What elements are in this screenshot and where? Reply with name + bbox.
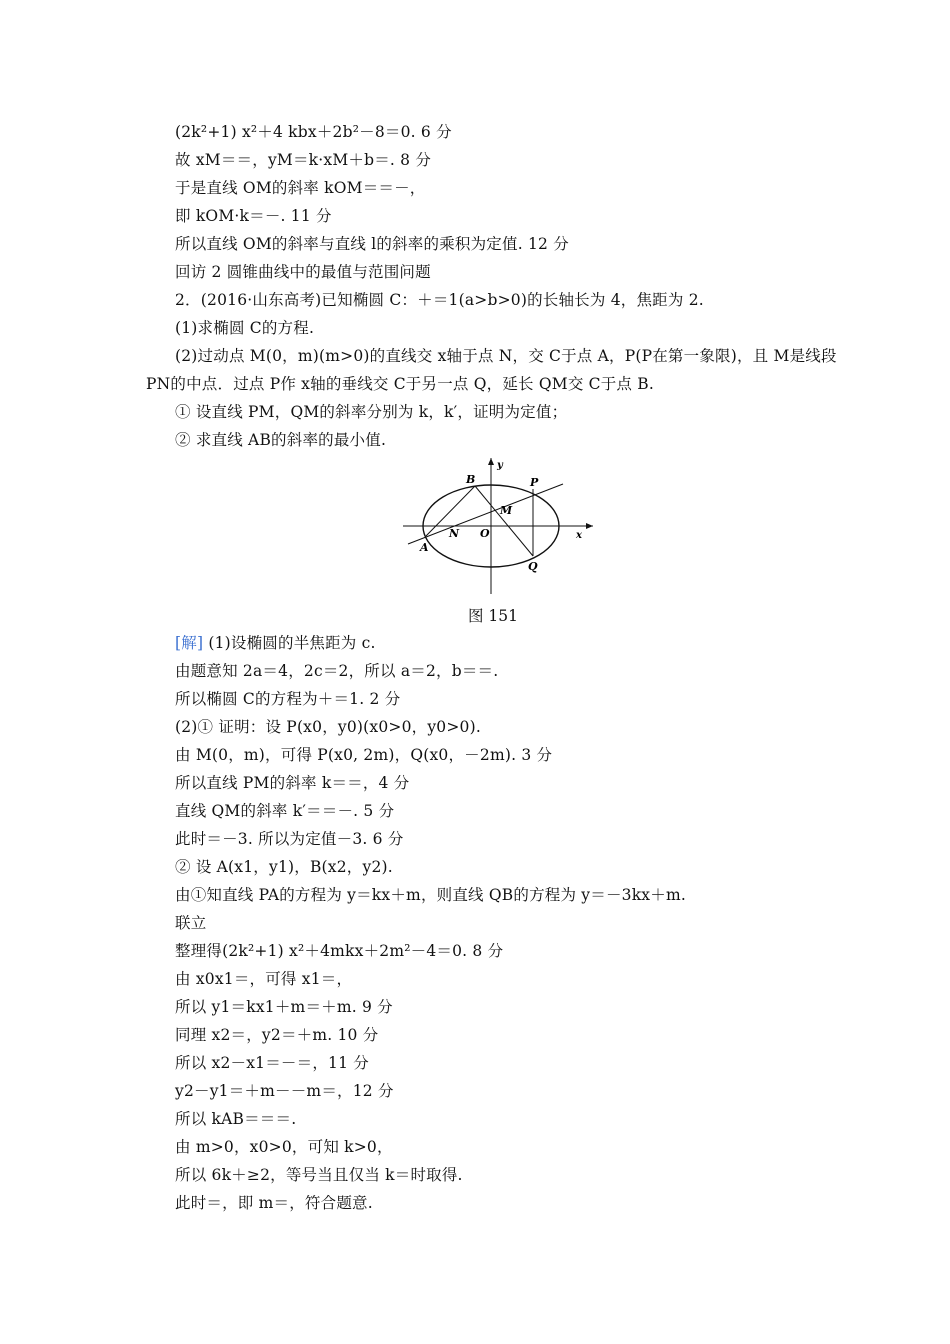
label-x: x (576, 530, 582, 541)
text-line: 同理 x2＝，y2＝＋m. 10 分 (175, 1026, 379, 1044)
text-line: (2)① 证明：设 P(x0，y0)(x0>0，y0>0). (175, 718, 481, 736)
text-line: ① 设直线 PM，QM的斜率分别为 k，k′，证明为定值； (175, 403, 568, 421)
label-o: O (480, 527, 490, 540)
y-axis-arrow (488, 458, 494, 465)
label-a: A (420, 541, 429, 554)
section-heading: 回访 2 圆锥曲线中的最值与范围问题 (175, 263, 431, 281)
text-line: 整理得(2k²+1) x²＋4mkx＋2m²－4＝0. 8 分 (175, 942, 504, 960)
text-line: 即 kOM·k＝－. 11 分 (175, 207, 332, 225)
label-q: Q (528, 560, 538, 573)
label-m: M (500, 504, 513, 517)
solution-first-line (175, 633, 376, 653)
text-line: ② 设 A(x1，y1)，B(x2，y2). (175, 858, 393, 876)
text-line: 由题意知 2a＝4，2c＝2，所以 a＝2，b＝＝. (175, 662, 499, 680)
label-y: y (497, 460, 503, 471)
line-bq (475, 486, 533, 556)
text-line: 所以椭圆 C的方程为＋＝1. 2 分 (175, 690, 401, 708)
ellipse-figure (398, 456, 598, 596)
text-line: 由①知直线 PA的方程为 y＝kx＋m，则直线 QB的方程为 y＝－3kx＋m. (175, 886, 686, 904)
text-line: 所以 x2－x1＝－＝，11 分 (175, 1054, 369, 1072)
text-line: 所以 y1＝kx1＋m＝＋m. 9 分 (175, 998, 393, 1016)
text-line: 于是直线 OM的斜率 kOM＝＝－， (175, 179, 426, 197)
text-line: (2)过动点 M(0，m)(m>0)的直线交 x轴于点 N，交 C于点 A，P(P在第一象限)，且 M是线段 (175, 347, 837, 365)
text-line: (1)求椭圆 C的方程. (175, 319, 315, 337)
problem-statement: 2．(2016·山东高考)已知椭圆 C：＋＝1(a>b>0)的长轴长为 4，焦距为 2. (175, 291, 704, 309)
solution-tag: [解] (175, 634, 204, 652)
text-line: 由 x0x1＝，可得 x1＝， (175, 970, 353, 988)
text-line: 由 m>0，x0>0，可知 k>0， (175, 1138, 393, 1156)
text-line: 此时＝－3. 所以为定值－3. 6 分 (175, 830, 404, 848)
figure-caption: 图 151 (468, 607, 519, 625)
text-line: 所以 kAB＝＝＝. (175, 1110, 297, 1128)
x-axis-arrow (586, 523, 593, 529)
label-n: N (449, 527, 460, 540)
text-line: 所以直线 PM的斜率 k＝＝，4 分 (175, 774, 410, 792)
label-b: B (466, 473, 476, 486)
text-line: y2－y1＝＋m－－m＝，12 分 (175, 1082, 394, 1100)
text-line: 联立 (175, 914, 207, 932)
text-line: 此时＝，即 m＝，符合题意. (175, 1194, 373, 1212)
label-p: P (530, 476, 539, 489)
text-line: 所以 6k＋≥2，等号当且仅当 k＝时取得. (175, 1166, 463, 1184)
text-line: (2k²+1) x²＋4 kbx＋2b²－8＝0. 6 分 (175, 123, 452, 141)
text-line: 直线 QM的斜率 k′＝＝－. 5 分 (175, 802, 395, 820)
text-line: PN的中点．过点 P作 x轴的垂线交 C于另一点 Q，延长 QM交 C于点 B. (146, 375, 654, 393)
text-line: 故 xM＝＝，yM＝k·xM＋b＝. 8 分 (175, 151, 432, 169)
solution-text: (1)设椭圆的半焦距为 c. (208, 634, 376, 652)
text-line: 由 M(0，m)，可得 P(x0, 2m)，Q(x0，－2m). 3 分 (175, 746, 553, 764)
text-line: ② 求直线 AB的斜率的最小值. (175, 431, 387, 449)
text-line: 所以直线 OM的斜率与直线 l的斜率的乘积为定值. 12 分 (175, 235, 569, 253)
